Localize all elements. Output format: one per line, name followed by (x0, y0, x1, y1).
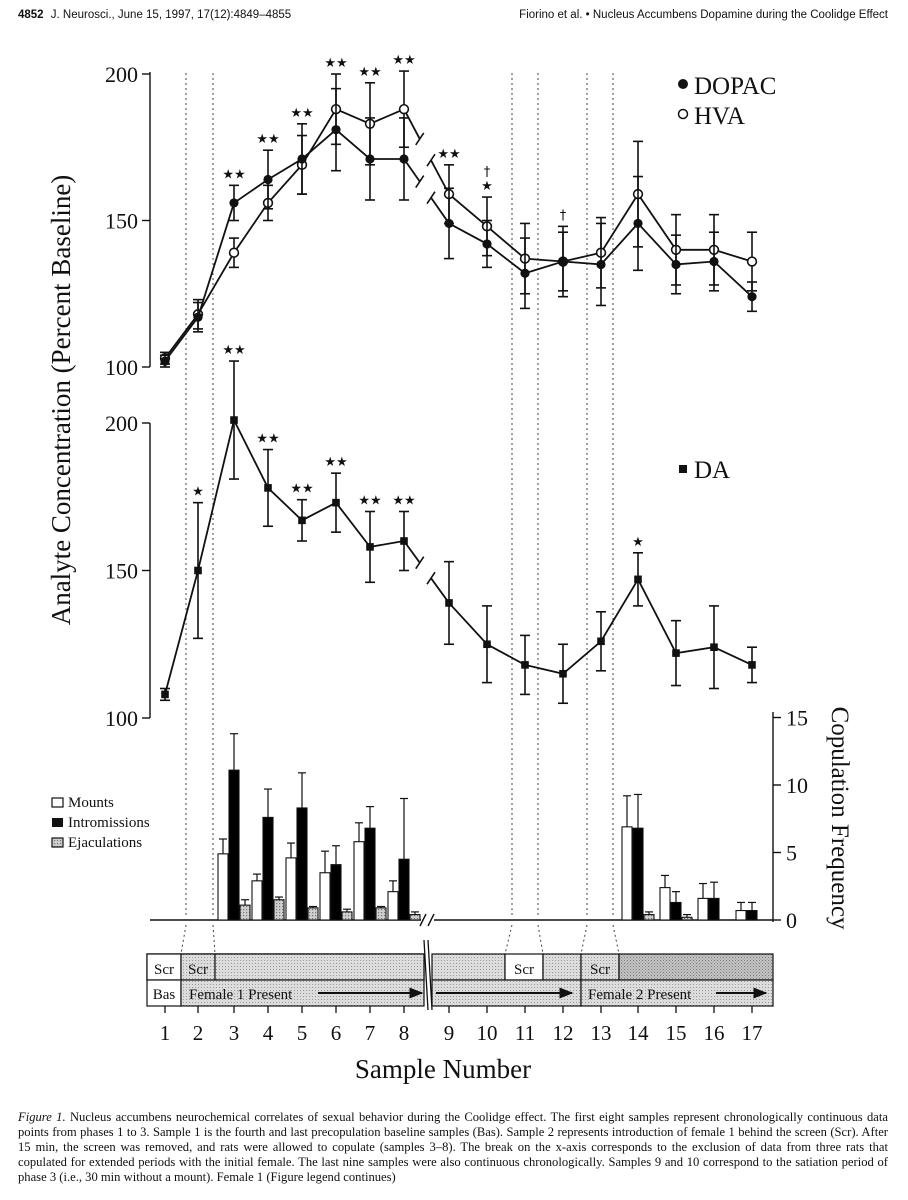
bar-intromissions (671, 902, 681, 920)
y-axis-right-tick-label: 5 (786, 840, 797, 866)
series-hva (160, 71, 757, 364)
significance-marker: ★★ (437, 146, 461, 162)
data-point (365, 154, 374, 163)
bar-mounts (252, 881, 262, 920)
x-tick-label: 6 (330, 1021, 342, 1045)
data-point (366, 543, 374, 551)
phase-female2-label: Female 2 Present (588, 987, 692, 1003)
y-axis-middle-tick-label: 150 (105, 558, 138, 584)
y-axis-middle-tick-label: 100 (105, 706, 138, 731)
phase-female1-label: Female 1 Present (189, 987, 293, 1003)
significance-marker: † (559, 208, 567, 224)
x-tick-label: 14 (627, 1021, 649, 1045)
bar-intromissions (747, 911, 757, 920)
x-tick-label: 13 (590, 1021, 612, 1045)
bar-mounts (320, 873, 330, 920)
caption-text: Nucleus accumbens neurochemical correlates of sexual behavior during the Coolidge effect. The first eight samples represent chronologically continuous data points from phases 1 to 3. Sample 1 is the fourth and last precopulation baseline samples (Bas). Sample 2 represents introduction of female 1 behind the screen (Scr). After 15 min, the screen was removed, and rats were allowed to copulate (samples 3–8). The break on the x-axis corresponds to the exclusion of data from three rats that copulated for extended periods with the initial female. The last nine samples were also continuous chronologically. Samples 9 and 10 correspond to the satiation period of phase 3 (i.e., 30 min without a mount). Female 1 (Figure legend continues) (18, 1110, 888, 1184)
phase-guide-connector (213, 925, 215, 954)
legend-da-marker (679, 465, 687, 473)
legend-da-label: DA (694, 457, 731, 484)
bar-intromissions (365, 828, 375, 920)
series-line-break-right (431, 198, 449, 224)
x-tick-label: 1 (159, 1021, 171, 1045)
series-line-segment (165, 109, 404, 358)
bar-ejaculations (342, 912, 352, 920)
phase-bar (147, 940, 773, 1010)
significance-marker: ★★ (324, 56, 348, 71)
series-da (160, 361, 757, 703)
data-point (597, 638, 605, 646)
x-axis-title: Sample Number (354, 1054, 532, 1084)
data-point (264, 484, 272, 492)
legend-mounts-swatch (52, 798, 63, 807)
data-point (483, 640, 491, 648)
y-axis-middle-tick-label: 200 (105, 411, 138, 436)
x-tick-label: 16 (703, 1021, 725, 1045)
bar-mounts (388, 892, 398, 920)
phase-bar-break (424, 940, 432, 1010)
bar-mounts (622, 827, 632, 920)
significance-marker: ★ (481, 179, 493, 195)
middle-panel (160, 343, 757, 703)
axes (105, 62, 808, 933)
phase-satiation-cell (432, 954, 505, 980)
bar-intromissions (263, 817, 273, 920)
y-axis-top-tick-label: 100 (105, 355, 138, 380)
data-point (596, 260, 605, 269)
data-point (482, 239, 491, 248)
significance-marker: ★★ (324, 455, 348, 471)
data-point (444, 219, 453, 228)
y-axis-title-right: Copulation Frequency (826, 706, 853, 930)
data-point (297, 154, 306, 163)
data-point (400, 537, 408, 545)
y-axis-right-tick-label: 15 (786, 705, 808, 731)
data-point (331, 125, 340, 134)
bar-ejaculations (644, 915, 654, 920)
phase-copulation2-cell (619, 954, 773, 980)
data-point (671, 260, 680, 269)
phase-scr2-label: Scr (188, 962, 208, 978)
x-tick-label: 2 (192, 1021, 204, 1045)
significance-marker: ★ (192, 484, 204, 500)
page-number: 4852 (18, 9, 44, 21)
data-point (520, 269, 529, 278)
legend-intromissions-label: Intromissions (68, 815, 150, 831)
data-point (399, 154, 408, 163)
legend-dopac-marker (678, 79, 688, 89)
phase-guide-connector (181, 925, 186, 954)
bar-mounts (286, 858, 296, 920)
data-point (709, 257, 718, 266)
data-point (558, 257, 567, 266)
significance-marker: ★★ (392, 493, 416, 509)
phase-bas-label: Bas (152, 987, 176, 1003)
data-point (748, 257, 757, 266)
x-tick-label: 9 (443, 1021, 455, 1045)
series-line-segment (165, 420, 404, 694)
bar-ejaculations (410, 915, 420, 920)
data-point (400, 105, 409, 114)
series-dopac (160, 89, 757, 367)
x-axis-ticks (160, 1006, 763, 1045)
significance-marker: ★★ (290, 105, 314, 121)
phase-scr4-label: Scr (590, 962, 610, 978)
bar-intromissions (633, 828, 643, 920)
x-tick-label: 17 (741, 1021, 763, 1045)
data-point (230, 416, 238, 424)
significance-marker: ★ (632, 534, 644, 550)
data-point (230, 248, 239, 257)
x-tick-label: 12 (552, 1021, 574, 1045)
significance-marker: ★★ (222, 343, 246, 359)
bar-intromissions (709, 898, 719, 920)
data-point (160, 357, 169, 366)
legend-ejaculations-label: Ejaculations (68, 835, 143, 851)
legend-intromissions-swatch (52, 818, 63, 827)
legend-top (678, 73, 776, 130)
significance-marker: ★★ (256, 132, 280, 148)
x-tick-label: 15 (665, 1021, 687, 1045)
phase-scr3-label: Scr (514, 962, 534, 978)
x-tick-label: 8 (398, 1021, 410, 1045)
data-point (633, 219, 642, 228)
bar-intromissions (399, 859, 409, 920)
bar-mounts (218, 854, 228, 920)
journal-reference: J. Neurosci., June 15, 1997, 17(12):4849–4855 (50, 9, 292, 21)
y-axis-top-tick-label: 150 (105, 208, 138, 234)
data-point (748, 661, 756, 669)
data-point (229, 198, 238, 207)
running-title: Fiorino et al. • Nucleus Accumbens Dopamine during the Coolidge Effect (519, 9, 888, 21)
data-point (559, 670, 567, 678)
significance-marker: † (483, 165, 491, 181)
bar-intromissions (229, 770, 239, 920)
y-axis-title-left: Analyte Concentration (Percent Baseline) (46, 174, 76, 626)
x-tick-label: 5 (296, 1021, 308, 1045)
significance-marker: ★★ (358, 64, 382, 80)
legend-dopac-label: DOPAC (694, 73, 777, 100)
bar-mounts (660, 888, 670, 920)
bar-ejaculations (240, 905, 250, 920)
data-point (521, 661, 529, 669)
phase-guide-connector (538, 925, 543, 954)
bar-mounts (354, 842, 364, 920)
phase-copulation1-cell (215, 954, 424, 980)
bar-ejaculations (376, 908, 386, 920)
legend-bars (52, 795, 150, 851)
data-point (672, 649, 680, 657)
data-point (710, 643, 718, 651)
x-tick-label: 7 (364, 1021, 376, 1045)
significance-marker: ★★ (222, 167, 246, 183)
phase-post-scr3-cell (543, 954, 581, 980)
legend-ejaculations-swatch (52, 838, 63, 847)
data-point (161, 691, 169, 699)
x-tick-label: 10 (476, 1021, 498, 1045)
top-panel (160, 53, 757, 367)
data-point (263, 175, 272, 184)
data-point (747, 292, 756, 301)
figure-caption (18, 1110, 888, 1185)
phase-guide-lines (181, 73, 619, 954)
significance-marker: ★★ (256, 431, 280, 447)
bar-panel (218, 734, 757, 920)
legend-hva-label: HVA (694, 103, 745, 130)
caption-label: Figure 1. (18, 1110, 66, 1124)
phase-guide-connector (505, 925, 512, 954)
y-axis-right-tick-label: 0 (786, 908, 797, 933)
bar-ejaculations (682, 917, 692, 920)
significance-marker: ★★ (290, 481, 314, 497)
legend-mounts-label: Mounts (68, 795, 114, 811)
bar-ejaculations (308, 908, 318, 920)
bar-mounts (698, 898, 708, 920)
significance-marker: ★★ (358, 493, 382, 509)
x-tick-label: 4 (262, 1021, 274, 1045)
legend-middle (679, 457, 730, 484)
data-point (194, 567, 202, 575)
bar-baseline-break (420, 914, 434, 926)
significance-marker: ★★ (392, 53, 416, 69)
x-tick-label: 3 (228, 1021, 240, 1045)
y-axis-right-tick-label: 10 (786, 773, 808, 798)
data-point (193, 313, 202, 322)
bar-mounts (736, 911, 746, 920)
y-axis-top-tick-label: 200 (105, 62, 138, 87)
x-tick-label: 11 (514, 1021, 536, 1045)
bar-intromissions (331, 865, 341, 920)
phase-guide-connector (613, 925, 619, 954)
bar-intromissions (297, 808, 307, 920)
legend-hva-marker (679, 110, 688, 119)
data-point (634, 576, 642, 584)
data-point (332, 499, 340, 507)
phase-scr1-label: Scr (154, 962, 174, 978)
data-point (445, 599, 453, 607)
bar-ejaculations (274, 900, 284, 920)
data-point (298, 517, 306, 525)
phase-guide-connector (581, 925, 587, 954)
